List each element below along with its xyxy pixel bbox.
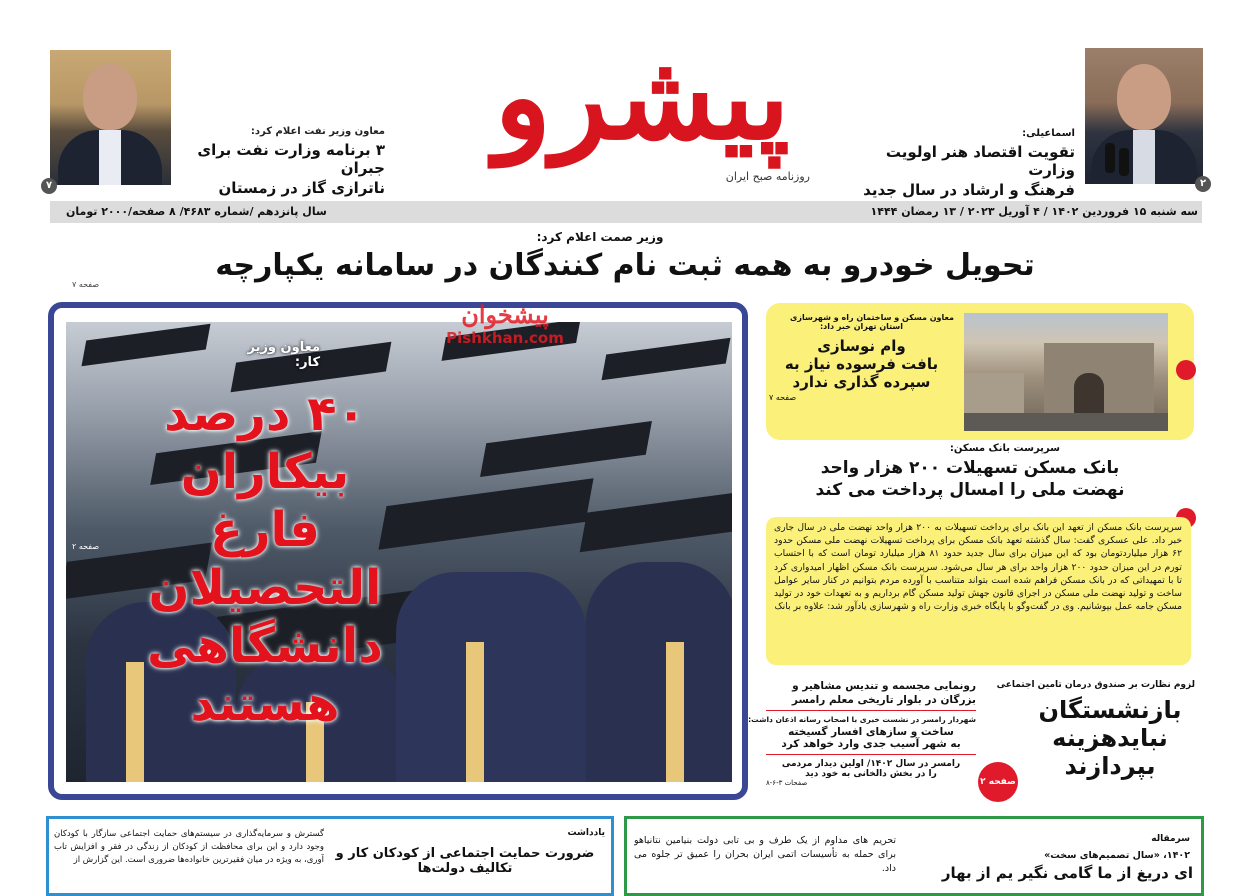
masthead [470,10,810,200]
ramsar-sub-2: به شهر آسیب جدی وارد خواهد کرد [781,738,961,750]
editorial-right-body: تحریم های مداوم از یک طرف و بی تابی دولت بنیامین نتانیاهو برای حمله به تأسیسات اتمی ایران بحران را عمیق تر جلوه می داد. [634,835,896,874]
editorial-left-kicker: یادداشت [567,828,605,838]
main-story-headline[interactable] [90,385,440,733]
dateline-bar [50,201,1202,223]
editorial-left-headline[interactable] [330,846,600,876]
oil-deputy-photo [50,50,171,185]
housing-headline-2: بافت فرسوده نیاز به [784,355,939,373]
ramsar-note-1: رامسر در سال ۱۴۰۲/ اولین دیدار مردمی [781,759,961,769]
housing-text [769,313,954,402]
editorial-left-body: گسترش و سرمایه‌گذاری در سیستم‌های حمایت اجتماعی سازگار با کودکان وجود دارد و این برای محافظت از کودکان از زندگی در فقر و افزایش تاب آوری، به ویژه در میان فقیرترین خانواده‌ها ضروری است. این گزارش از [54,829,324,865]
oil-teaser-headline-1: ۳ برنامه وزارت نفت برای جبران [197,141,385,177]
page-badge: ۷ [41,178,57,194]
housing-kicker-2: استان تهران خبر داد: [819,322,904,331]
pension-headline-1: بازنشستگان [1038,696,1182,724]
bank-story-body-box [766,517,1191,665]
housing-kicker-1: معاون مسکن و ساختمان راه و شهرسازی [790,313,954,322]
pension-story[interactable] [985,680,1195,780]
pension-kicker: لزوم نظارت بر صندوق درمان تامین اجتماعی [996,680,1195,690]
pension-headline-2: نبایدهزینه [1052,724,1168,752]
page-badge: ۲ [1195,176,1211,192]
main-headline-1: ۴۰ درصد بیکاران [164,386,366,500]
main-story-kicker: معاون وزیر کار: [247,340,320,370]
watermark-logo [440,300,570,347]
ramsar-sub-1: ساخت و سازهای افسار گسیخته [788,726,954,738]
culture-teaser-headline-2: فرهنگ و ارشاد در سال جدید [863,181,1075,199]
watermark-en: Pishkhan.com [446,329,564,347]
microphone-icon [1119,148,1129,176]
tagline: روزنامه صبح ایران [725,170,810,183]
oil-teaser-kicker: معاون وزیر نفت اعلام کرد: [250,126,385,137]
culture-teaser-kicker: اسماعیلی: [1022,128,1075,139]
ramsar-page-refs: صفحات ۳-۶-۸ [766,779,808,787]
main-headline-3: دانشگاهی هستند [147,618,383,732]
bank-headline-2: نهضت ملی را امسال پرداخت می کند [815,480,1125,500]
ramsar-kicker: شهردار رامسر در نشست خبری با اصحاب رسانه اذعان داشت: [748,715,976,724]
housing-box[interactable] [766,303,1194,440]
pension-page-badge [978,762,1018,802]
main-headline-2: فارغ التحصیلان [148,502,382,616]
watermark-fa: پیشخوان [461,300,549,329]
main-story-page-ref: صفحه ۲ [72,542,100,551]
housing-headline-3: سپرده گذاری ندارد [792,373,931,391]
divider [766,710,976,711]
bank-headline-1: بانک مسکن تسهیلات ۲۰۰ هزار واحد [820,458,1120,478]
housing-page-ref: صفحه ۷ [769,393,797,402]
lead-kicker: وزیر صمت اعلام کرد: [536,230,664,244]
housing-headline-1: وام نوسازی [817,337,906,355]
editorial-right-headline[interactable]: ای دریغ از ما گامی نگیر یم از بهار [941,864,1193,882]
lead-page-ref: صفحه ۷ [72,280,100,289]
editorial-left-headline-2: تکالیف دولت‌ها [417,861,513,876]
culture-teaser[interactable] [850,128,1075,199]
bank-kicker: سرپرست بانک مسکن: [949,443,1060,454]
editorial-right-sub: ۱۴۰۲، «سال تصمیم‌های سخت» [1044,850,1190,861]
editorial-right-kicker: سرمقاله [1151,834,1190,844]
lead-headline[interactable]: تحویل خودرو به همه ثبت نام کنندگان در سامانه یکپارچه [215,248,1035,283]
dateline-date: سه شنبه ۱۵ فروردین ۱۴۰۲ / ۴ آوریل ۲۰۲۳ / ۱۳ رمضان ۱۴۴۴ [870,205,1198,218]
ramsar-headline-2: بزرگان در بلوار تاریخی معلم رامسر [791,694,976,706]
bank-story-body: سرپرست بانک مسکن از تعهد این بانک برای پرداخت تسهیلات به ۲۰۰ هزار واحد نهضت ملی در سال جاری خبر داد. علی عسکری گفت: سال گذشته تعهد بانک مسکن برای پرداخت تسهیلات نهضت ملی مسکن حدود ۶۲ هزار میلیاردتومان بود که این میزان برای سال جدید حدود ۸۱ هزار میلیارد تومان است که با احتساب تورم در این میزان حدود ۲۰۰ هزار واحد برای هر سال می‌شود. سرپرست بانک مسکن اظهار امیدواری کرد تا با تمهیداتی که در بانک مسکن فراهم شده است بتواند متناسب با آورده مردم بتوانیم در کنار سایر عوامل ساخت و تولید نهضت ملی مسکن در اجرای قانون جهش تولید مسکن گام برداریم و به تعهدات خود در تولید مسکن جامه عمل بپوشانیم. وی در گفت‌وگو با پایگاه خبری وزارت راه و شهرسازی یادآور شد: علاوه بر بانک [774,522,1182,613]
ramsar-headline-1: رونمایی مجسمه و تندیس مشاهیر و [792,680,976,692]
logo: پیشرو [494,27,790,166]
old-building-photo [964,313,1168,431]
bank-story-heading[interactable] [770,443,1170,500]
pension-page-badge-label: صفحه ۲ [980,777,1016,787]
bullet-dot-icon [1176,360,1196,380]
dateline-issue: سال پانزدهم /شماره ۴۶۸۳/ ۸ صفحه/۲۰۰۰ تومان [66,205,327,218]
culture-minister-photo [1085,48,1203,184]
pension-headline-3: بپردازند [1064,752,1156,780]
ramsar-note-2: را در بخش دالخانی به خود دید [805,769,937,779]
divider [766,754,976,755]
oil-teaser-headline-2: ناترازی گاز در زمستان [218,179,385,197]
ramsar-story[interactable] [748,680,976,787]
editorial-left-headline-1: ضرورت حمایت اجتماعی از کودکان کار و [335,846,595,861]
culture-teaser-headline-1: تقویت اقتصاد هنر اولویت وزارت [885,143,1075,179]
microphone-icon [1105,143,1115,173]
